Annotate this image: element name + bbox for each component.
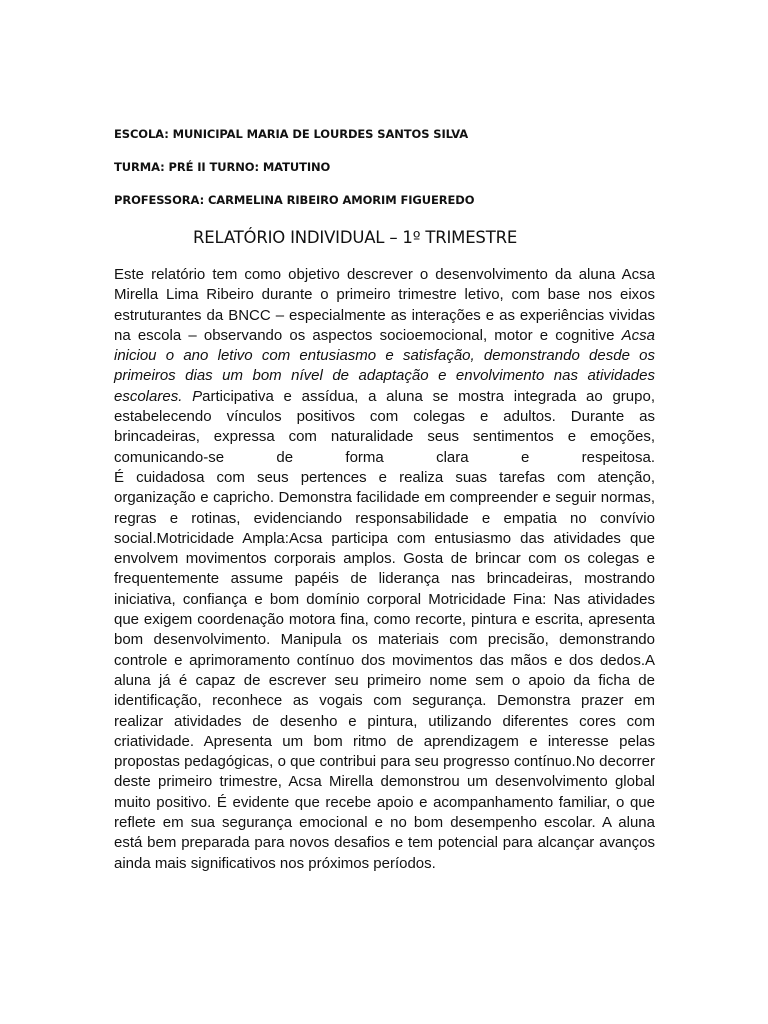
paragraph-1-italic: Acsa iniciou o ano letivo com entusiasmo e satisfação, demonstrando desde os primeiros dias um bom nível de adaptação e envolvimento nas atividades escolares. P xyxy=(114,326,655,405)
report-body xyxy=(114,265,655,874)
header-turma: TURMA: PRÉ II TURNO: MATUTINO xyxy=(114,160,331,174)
paragraph-1-end: articipativa e assídua, a aluna se mostra integrada ao grupo, estabelecendo vínculos positivos com colegas e adultos. Durante as brincadeiras, expressa com naturalidade seus sentimentos e emoções, comunicando-se de forma clara e respeitosa. xyxy=(114,387,655,466)
report-title: RELATÓRIO INDIVIDUAL – 1º TRIMESTRE xyxy=(193,228,518,247)
header-professora: PROFESSORA: CARMELINA RIBEIRO AMORIM FIGUEREDO xyxy=(114,193,475,207)
paragraph-1-start: Este relatório tem como objetivo descrever o desenvolvimento da aluna Acsa Mirella Lima Ribeiro durante o primeiro trimestre letivo, com base nos eixos estruturantes da BNCC – especialmente as interações e as experiências vividas na escola – observando os aspectos socioemocional, motor e cognitive xyxy=(114,266,655,344)
paragraph-1 xyxy=(114,265,655,468)
paragraph-2: É cuidadosa com seus pertences e realiza suas tarefas com atenção, organização e capricho. Demonstra facilidade em compreender e seguir normas, regras e rotinas, evidenciando responsabilidade e empatia no convívio social.Motricidade Ampla:Acsa participa com entusiasmo das atividades que envolvem movimentos corporais amplos. Gosta de brincar com os colegas e frequentemente assume papéis de liderança nas brincadeiras, mostrando iniciativa, confiança e bom domínio corporal Motricidade Fina: Nas atividades que exigem coordenação motora fina, como recorte, pintura e escrita, apresenta bom desenvolvimento. Manipula os materiais com precisão, demonstrando controle e aprimoramento contínuo dos movimentos das mãos e dos dedos.A aluna já é capaz de escrever seu primeiro nome sem o apoio da ficha de identificação, reconhece as vogais com segurança. Demonstra prazer em realizar atividades de desenho e pintura, utilizando diferentes cores com criatividade. Apresenta um bom ritmo de aprendizagem e interesse pelas propostas pedagógicas, o que contribui para seu progresso contínuo.No decorrer deste primeiro trimestre, Acsa Mirella demonstrou um desenvolvimento global muito positivo. É evidente que recebe apoio e acompanhamento familiar, o que reflete em sua segurança emocional e no bom desempenho escolar. A aluna está bem preparada para novos desafios e tem potencial para alcançar avanços ainda mais significativos nos próximos períodos. xyxy=(114,468,655,872)
header-escola: ESCOLA: MUNICIPAL MARIA DE LOURDES SANTOS SILVA xyxy=(114,127,469,141)
